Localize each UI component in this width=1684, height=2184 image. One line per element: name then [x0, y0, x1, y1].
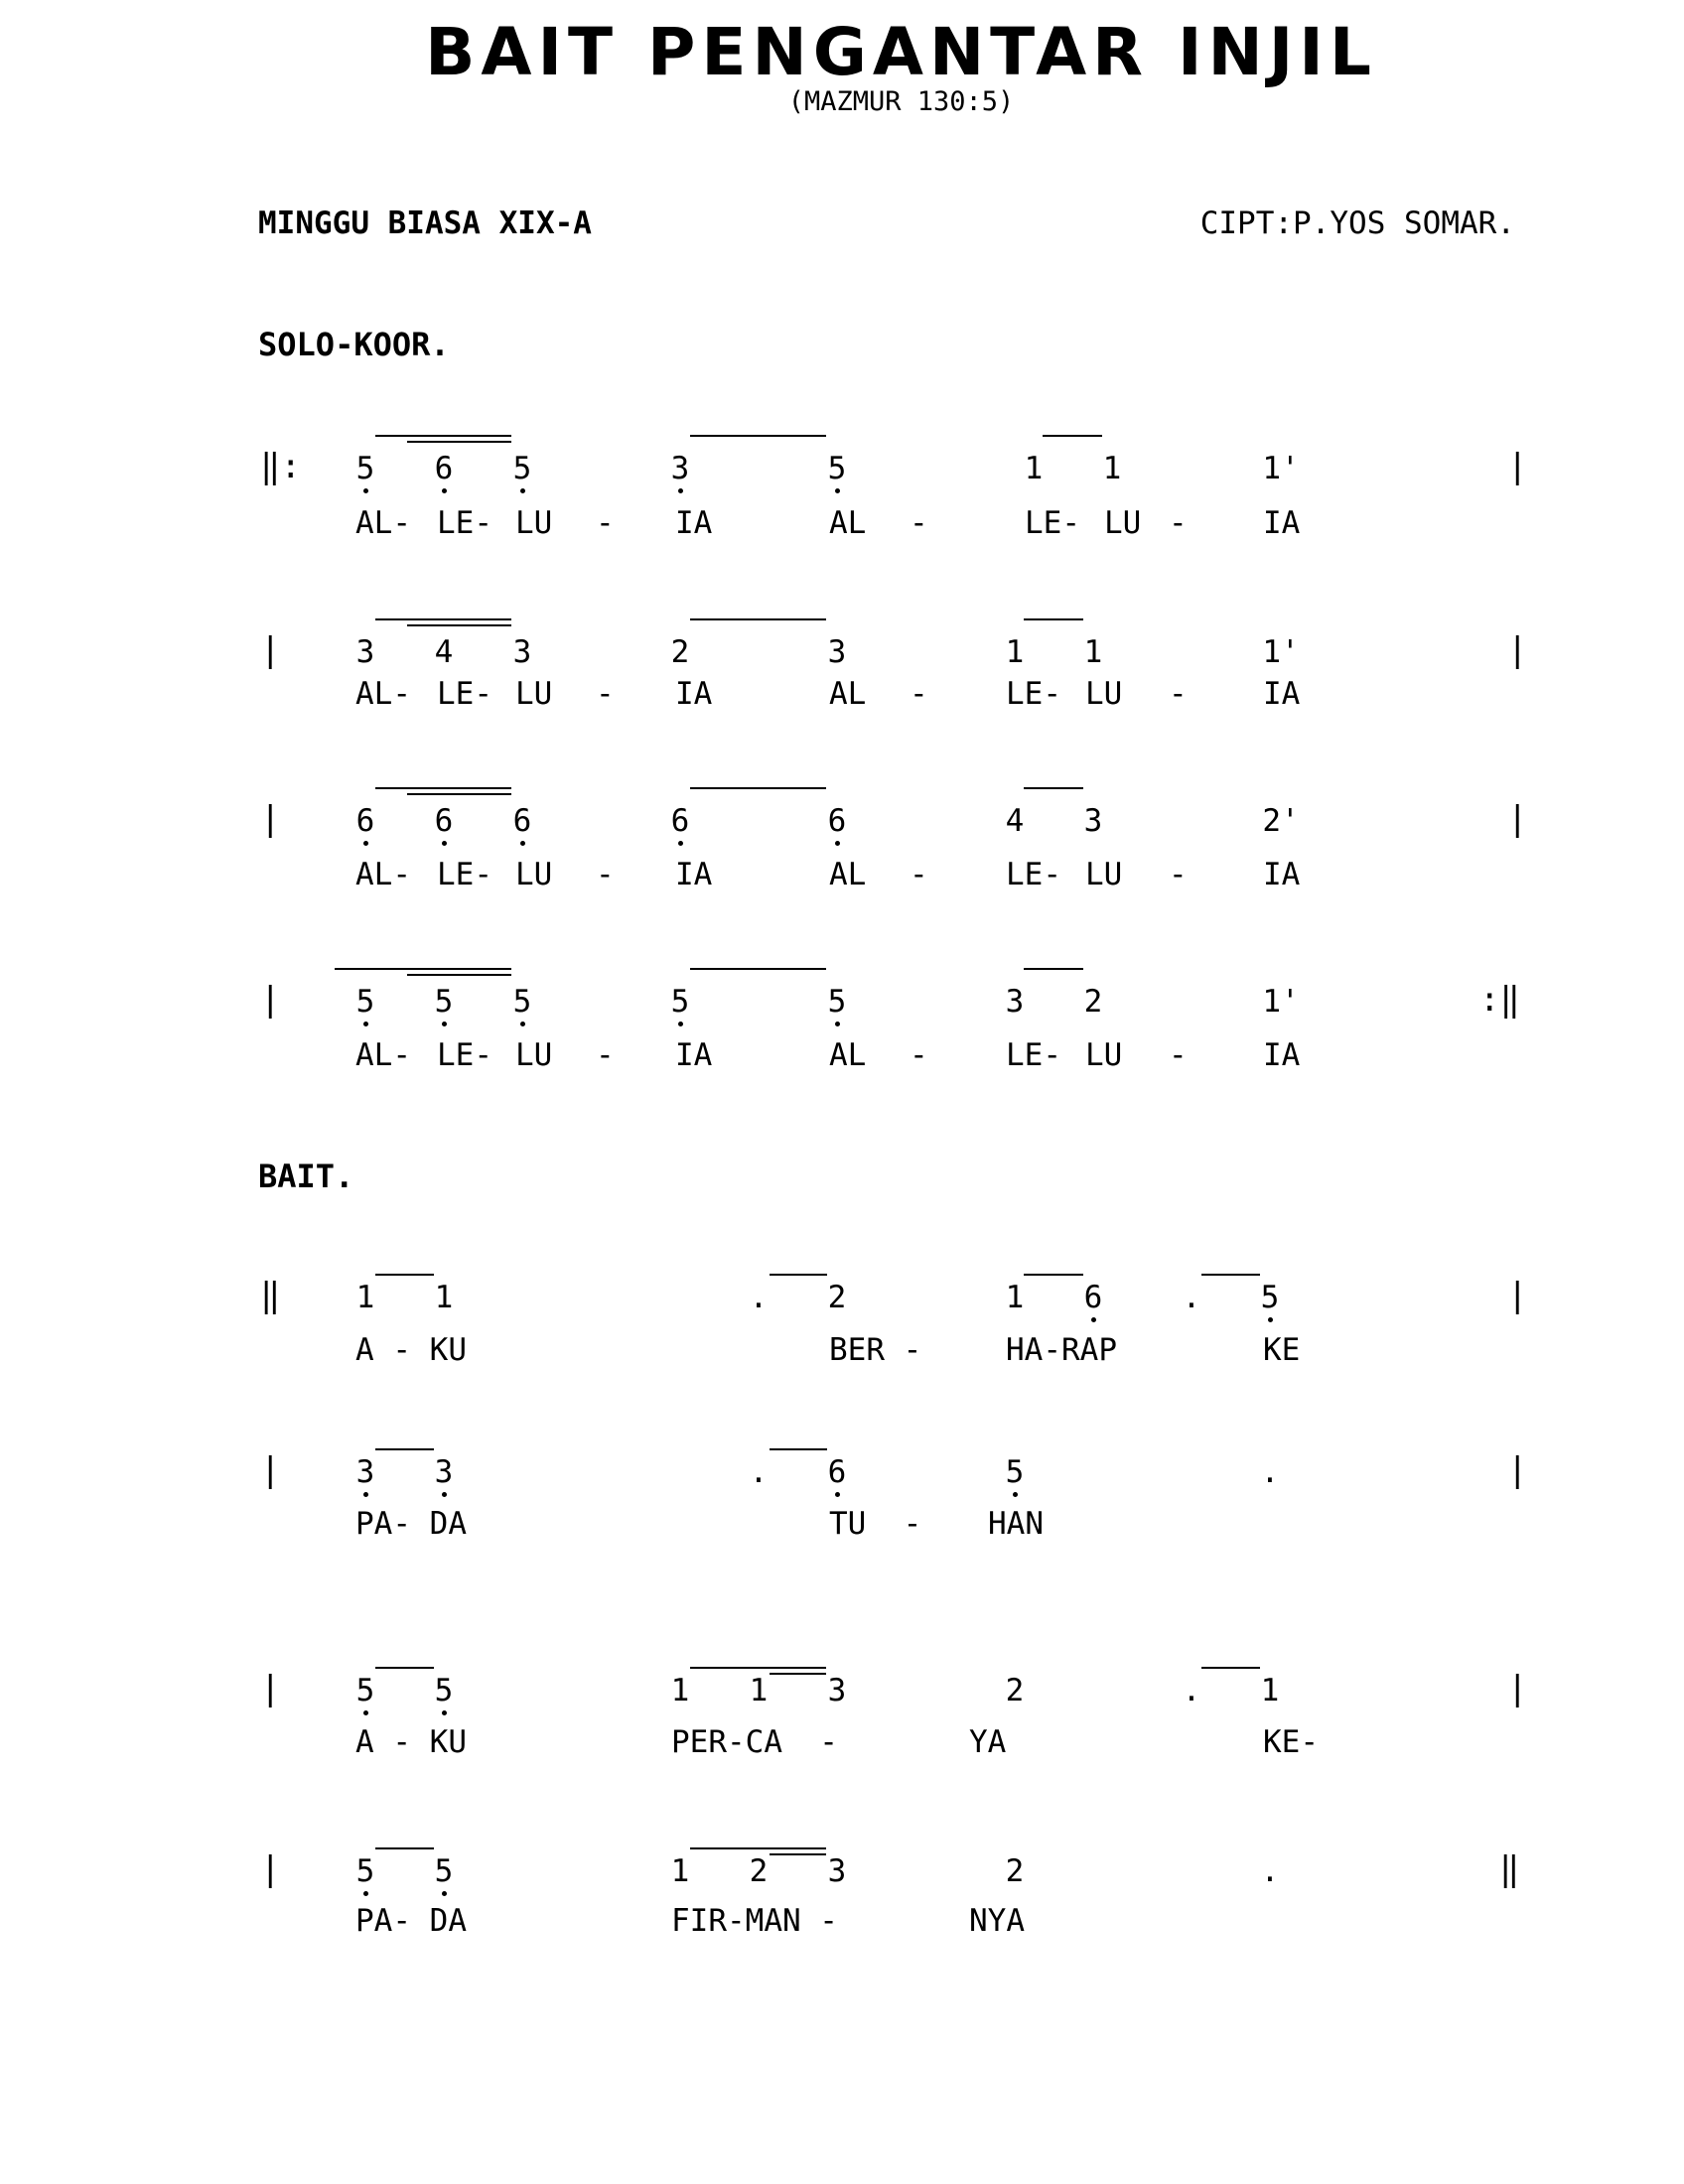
- octave-low-dot: [1268, 1317, 1273, 1322]
- end-barline: |: [1507, 799, 1528, 839]
- lyric-syllable: LU: [515, 857, 553, 892]
- octave-low-dot: [442, 488, 447, 493]
- lyric-syllable: -: [910, 676, 928, 712]
- rhythm-beam: [1024, 968, 1083, 970]
- note: 5: [512, 984, 532, 1020]
- lyric-syllable: -: [1169, 857, 1188, 892]
- rhythm-beam: [375, 1847, 434, 1849]
- lyric-syllable: KE-: [1263, 1724, 1319, 1760]
- lyric-syllable: LU: [515, 505, 553, 541]
- note: 5: [434, 984, 454, 1020]
- end-barline: |: [1507, 1669, 1528, 1708]
- note: 2': [1262, 803, 1300, 839]
- end-barline: |: [1507, 1450, 1528, 1490]
- rhythm-beam: [690, 968, 826, 970]
- octave-low-dot: [442, 1891, 447, 1896]
- lyric-syllable: PER-CA -: [671, 1724, 838, 1760]
- note: .: [1182, 1673, 1201, 1708]
- lyric-syllable: A - KU: [355, 1332, 467, 1368]
- lyric-syllable: IA: [1263, 857, 1301, 892]
- octave-low-dot: [835, 1492, 840, 1497]
- lyric-syllable: -: [596, 505, 615, 541]
- octave-low-dot: [442, 841, 447, 846]
- note: 2: [827, 1280, 847, 1315]
- octave-low-dot: [520, 488, 525, 493]
- note: 1: [670, 1853, 690, 1889]
- lyric-syllable: LE-: [1006, 857, 1061, 892]
- lyric-syllable: LE-: [437, 676, 492, 712]
- rhythm-beam: [375, 435, 511, 437]
- note: 3: [512, 634, 532, 670]
- octave-low-dot: [363, 1891, 368, 1896]
- rhythm-beam: [375, 618, 511, 620]
- rhythm-beam: [375, 1274, 434, 1276]
- start-barline: |: [260, 980, 281, 1020]
- note: 5: [355, 1673, 375, 1708]
- note: .: [1182, 1280, 1201, 1315]
- lyric-syllable: AL: [829, 1037, 867, 1073]
- note: 1: [355, 1280, 375, 1315]
- note: .: [749, 1280, 769, 1315]
- lyric-syllable: AL: [829, 676, 867, 712]
- note: 5: [355, 451, 375, 486]
- rhythm-beam: [690, 435, 826, 437]
- note: 5: [434, 1673, 454, 1708]
- end-barline: :‖: [1479, 980, 1520, 1020]
- note: 3: [827, 1673, 847, 1708]
- section-heading-solo-koor: SOLO-KOOR.: [258, 326, 450, 363]
- lyric-syllable: LU: [1085, 676, 1123, 712]
- lyric-syllable: NYA: [969, 1903, 1025, 1939]
- note: .: [1260, 1853, 1280, 1889]
- rhythm-beam: [770, 1274, 827, 1276]
- start-barline: |: [260, 1849, 281, 1889]
- rhythm-beam: [1201, 1667, 1260, 1669]
- rhythm-beam: [690, 618, 826, 620]
- lyric-syllable: LE-: [1006, 676, 1061, 712]
- rhythm-beam: [770, 1673, 826, 1675]
- note: 3: [355, 1454, 375, 1490]
- note: 1: [1102, 451, 1122, 486]
- lyric-syllable: IA: [1263, 676, 1301, 712]
- note: 1: [749, 1673, 769, 1708]
- note: 6: [434, 803, 454, 839]
- note: 2: [670, 634, 690, 670]
- rhythm-beam: [407, 793, 511, 795]
- start-barline: ‖: [260, 1276, 281, 1315]
- lyric-syllable: IA: [675, 676, 713, 712]
- lyric-syllable: PA- DA: [355, 1506, 467, 1542]
- lyric-syllable: -: [910, 1037, 928, 1073]
- octave-low-dot: [442, 1710, 447, 1715]
- rhythm-beam: [770, 1853, 826, 1855]
- note: 1': [1262, 451, 1300, 486]
- rhythm-beam: [335, 968, 511, 970]
- end-barline: |: [1507, 630, 1528, 670]
- liturgical-occasion: MINGGU BIASA XIX-A: [258, 205, 592, 241]
- note: 3: [827, 1853, 847, 1889]
- note: 1': [1262, 634, 1300, 670]
- note: 3: [1083, 803, 1103, 839]
- lyric-syllable: YA: [969, 1724, 1007, 1760]
- octave-low-dot: [678, 841, 683, 846]
- lyric-syllable: HA-RAP: [1006, 1332, 1117, 1368]
- note: 6: [1083, 1280, 1103, 1315]
- note: 3: [434, 1454, 454, 1490]
- note: 6: [827, 1454, 847, 1490]
- note: 6: [512, 803, 532, 839]
- lyric-syllable: TU -: [829, 1506, 922, 1542]
- note: 4: [434, 634, 454, 670]
- lyric-syllable: -: [910, 505, 928, 541]
- lyric-syllable: LU: [1085, 1037, 1123, 1073]
- note: 5: [827, 984, 847, 1020]
- note: 1: [1260, 1673, 1280, 1708]
- psalm-reference: (MAZMUR 130:5): [787, 86, 1015, 117]
- note: 5: [670, 984, 690, 1020]
- note: .: [749, 1454, 769, 1490]
- lyric-syllable: LU: [1104, 505, 1142, 541]
- note: 5: [1005, 1454, 1025, 1490]
- lyric-syllable: -: [1169, 676, 1188, 712]
- song-title: BAIT PENGANTAR INJIL: [425, 14, 1377, 90]
- octave-low-dot: [1091, 1317, 1096, 1322]
- lyric-syllable: PA- DA: [355, 1903, 467, 1939]
- note: 3: [670, 451, 690, 486]
- note: 6: [434, 451, 454, 486]
- octave-low-dot: [1013, 1492, 1018, 1497]
- lyric-syllable: -: [1169, 1037, 1188, 1073]
- lyric-syllable: KE: [1263, 1332, 1301, 1368]
- note: 5: [827, 451, 847, 486]
- start-barline: |: [260, 1450, 281, 1490]
- note: 2: [749, 1853, 769, 1889]
- octave-low-dot: [678, 488, 683, 493]
- octave-low-dot: [442, 1492, 447, 1497]
- lyric-syllable: BER -: [829, 1332, 922, 1368]
- lyric-syllable: AL-: [355, 1037, 411, 1073]
- rhythm-beam: [690, 787, 826, 789]
- lyric-syllable: LE-: [437, 857, 492, 892]
- lyric-syllable: -: [910, 857, 928, 892]
- note: 5: [512, 451, 532, 486]
- lyric-syllable: HAN: [988, 1506, 1044, 1542]
- end-barline: ‖: [1499, 1849, 1520, 1889]
- rhythm-beam: [375, 1448, 434, 1450]
- note: 2: [1083, 984, 1103, 1020]
- note: 1: [434, 1280, 454, 1315]
- octave-low-dot: [363, 1710, 368, 1715]
- start-barline: |: [260, 799, 281, 839]
- lyric-syllable: LE-: [437, 505, 492, 541]
- lyric-syllable: IA: [1263, 505, 1301, 541]
- lyric-syllable: FIR-MAN -: [671, 1903, 838, 1939]
- lyric-syllable: IA: [1263, 1037, 1301, 1073]
- octave-low-dot: [835, 841, 840, 846]
- lyric-syllable: AL-: [355, 857, 411, 892]
- rhythm-beam: [1024, 1274, 1083, 1276]
- end-barline: |: [1507, 447, 1528, 486]
- lyric-syllable: IA: [675, 505, 713, 541]
- octave-low-dot: [520, 1022, 525, 1026]
- rhythm-beam: [375, 787, 511, 789]
- lyric-syllable: AL-: [355, 505, 411, 541]
- rhythm-beam: [407, 441, 511, 443]
- note: 5: [1260, 1280, 1280, 1315]
- lyric-syllable: -: [596, 1037, 615, 1073]
- note: 6: [827, 803, 847, 839]
- note: 1: [1024, 451, 1044, 486]
- section-heading-bait: BAIT.: [258, 1158, 354, 1195]
- rhythm-beam: [1024, 787, 1083, 789]
- octave-low-dot: [363, 1022, 368, 1026]
- lyric-syllable: AL: [829, 857, 867, 892]
- note: 3: [355, 634, 375, 670]
- note: .: [1260, 1454, 1280, 1490]
- note: 2: [1005, 1673, 1025, 1708]
- note: 6: [670, 803, 690, 839]
- rhythm-beam: [1201, 1274, 1260, 1276]
- note: 2: [1005, 1853, 1025, 1889]
- lyric-syllable: IA: [675, 857, 713, 892]
- note: 1: [1005, 634, 1025, 670]
- rhythm-beam: [407, 974, 511, 976]
- lyric-syllable: AL-: [355, 676, 411, 712]
- octave-low-dot: [363, 841, 368, 846]
- start-barline: |: [260, 630, 281, 670]
- lyric-syllable: LU: [515, 676, 553, 712]
- rhythm-beam: [770, 1448, 827, 1450]
- lyric-syllable: LU: [515, 1037, 553, 1073]
- note: 1: [670, 1673, 690, 1708]
- note: 1: [1083, 634, 1103, 670]
- end-barline: |: [1507, 1276, 1528, 1315]
- note: 3: [1005, 984, 1025, 1020]
- rhythm-beam: [1043, 435, 1102, 437]
- lyric-syllable: A - KU: [355, 1724, 467, 1760]
- lyric-syllable: -: [596, 857, 615, 892]
- octave-low-dot: [678, 1022, 683, 1026]
- note: 3: [827, 634, 847, 670]
- start-barline: ‖:: [260, 447, 301, 486]
- start-barline: |: [260, 1669, 281, 1708]
- lyric-syllable: LU: [1085, 857, 1123, 892]
- note: 5: [355, 984, 375, 1020]
- lyric-syllable: -: [1169, 505, 1188, 541]
- octave-low-dot: [363, 1492, 368, 1497]
- lyric-syllable: LE-: [1025, 505, 1080, 541]
- note: 1: [1005, 1280, 1025, 1315]
- note: 6: [355, 803, 375, 839]
- lyric-syllable: AL: [829, 505, 867, 541]
- note: 4: [1005, 803, 1025, 839]
- rhythm-beam: [375, 1667, 434, 1669]
- lyric-syllable: IA: [675, 1037, 713, 1073]
- octave-low-dot: [835, 1022, 840, 1026]
- lyric-syllable: LE-: [1006, 1037, 1061, 1073]
- rhythm-beam: [690, 1667, 826, 1669]
- rhythm-beam: [1024, 618, 1083, 620]
- rhythm-beam: [407, 624, 511, 626]
- note: 5: [434, 1853, 454, 1889]
- octave-low-dot: [835, 488, 840, 493]
- composer-credit: CIPT:P.YOS SOMAR.: [1199, 205, 1515, 241]
- rhythm-beam: [690, 1847, 826, 1849]
- octave-low-dot: [520, 841, 525, 846]
- note: 5: [355, 1853, 375, 1889]
- note: 1': [1262, 984, 1300, 1020]
- lyric-syllable: LE-: [437, 1037, 492, 1073]
- octave-low-dot: [363, 488, 368, 493]
- octave-low-dot: [442, 1022, 447, 1026]
- lyric-syllable: -: [596, 676, 615, 712]
